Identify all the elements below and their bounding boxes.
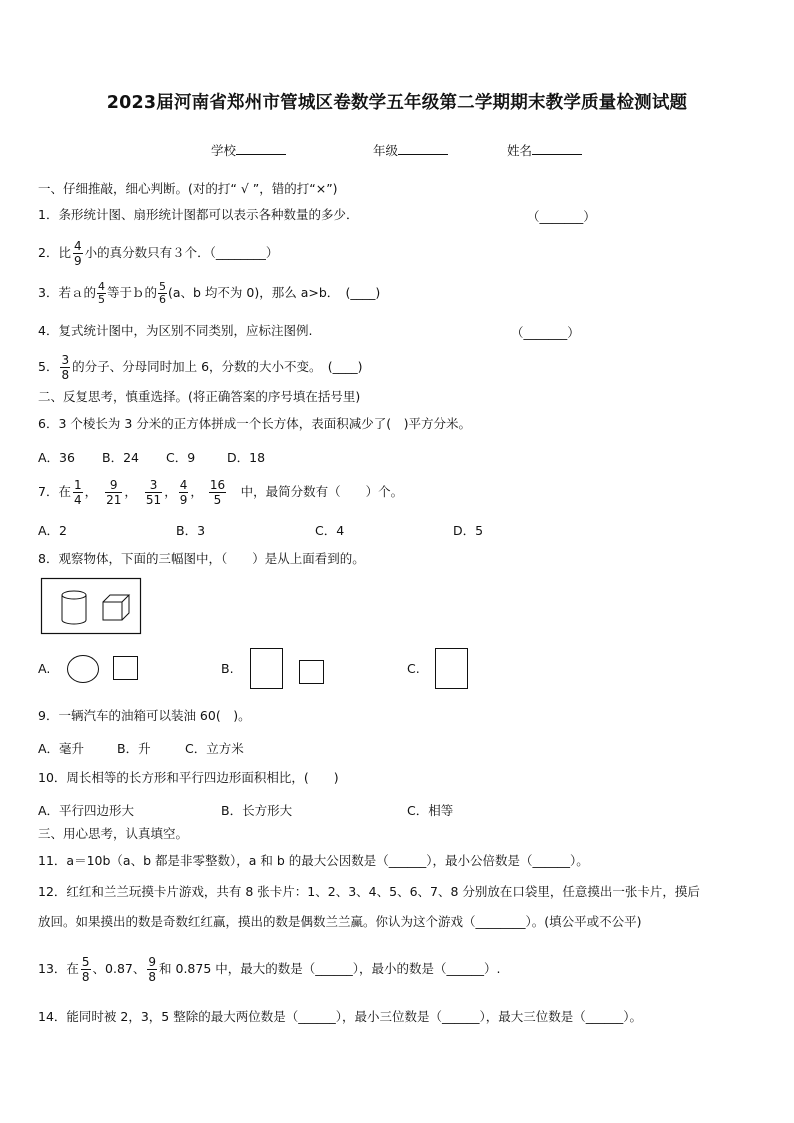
q8-option-c[interactable]: C. bbox=[407, 661, 420, 676]
question-3: 3．若ａ的 $\frac{4}{5}$ 等于ｂ的 $\frac{5}{6}$ (a、b 均不为 0)，那么 a>b． (____) bbox=[38, 280, 381, 306]
fraction: $\frac{5}{6}$ bbox=[158, 280, 166, 306]
q8-c-rectangle-shape bbox=[435, 648, 469, 690]
fraction: $\frac{4}{5}$ bbox=[97, 280, 105, 306]
question-9: 9．一辆汽车的油箱可以装油 60( )。 bbox=[38, 708, 251, 723]
question-4: 4．复式统计图中，为区别不同类别，应标注图例. bbox=[38, 323, 313, 338]
question-14: 14．能同时被 2，3，5 整除的最大两位数是（______），最小三位数是（______），最大三位数是（______）。 bbox=[38, 1009, 642, 1024]
q6-option-b[interactable]: B．24 bbox=[102, 450, 139, 465]
q7-option-d[interactable]: D．5 bbox=[453, 523, 484, 538]
q8-b-rectangle-shape bbox=[250, 648, 284, 690]
q9-option-b[interactable]: B．升 bbox=[117, 741, 151, 756]
name-blank[interactable] bbox=[532, 142, 582, 155]
question-8: 8．观察物体，下面的三幅图中，（ ）是从上面看到的。 bbox=[38, 551, 365, 566]
cube-shape bbox=[103, 595, 129, 620]
q9-option-a[interactable]: A．毫升 bbox=[38, 741, 85, 756]
q2-prefix: 2．比 bbox=[38, 245, 71, 260]
fraction: $\frac{16}{5}$ bbox=[209, 478, 226, 507]
fraction: $\frac{9}{8}$ bbox=[148, 955, 157, 984]
fraction: $\frac{9}{21}$ bbox=[106, 478, 122, 507]
q7-option-a[interactable]: A．2 bbox=[38, 523, 68, 538]
page-title: 2023届河南省郑州市管城区卷数学五年级第二学期期末教学质量检测试题 bbox=[106, 93, 688, 113]
fraction: $\frac{3}{8}$ bbox=[61, 353, 70, 382]
question-12-line-2: 放回。如果摸出的数是奇数红红赢，摸出的数是偶数兰兰赢。你认为这个游戏（________）。(填公平或不公平) bbox=[38, 914, 642, 929]
q6-option-d[interactable]: D．18 bbox=[227, 450, 266, 465]
q8-a-circle-shape bbox=[66, 654, 100, 684]
q7-option-c[interactable]: C．4 bbox=[315, 523, 345, 538]
question-10: 10．周长相等的长方形和平行四边形面积相比，( ) bbox=[38, 770, 339, 785]
question-13: 13．在 $\frac{5}{8}$ 、0.87、 $\frac{9}{8}$ 和 0.875 中，最大的数是（______），最小的数是（______）. bbox=[38, 955, 501, 984]
q8-option-a[interactable]: A. bbox=[38, 661, 51, 676]
school-label: 学校 bbox=[211, 143, 237, 158]
fraction: $\frac{3}{51}$ bbox=[145, 478, 162, 507]
q8-a-square-shape bbox=[113, 656, 139, 682]
fraction: $\frac{4}{9}$ bbox=[179, 478, 188, 507]
name-field[interactable] bbox=[507, 141, 582, 159]
q6-option-c[interactable]: C．9 bbox=[166, 450, 196, 465]
grade-label: 年级 bbox=[373, 143, 399, 158]
q10-option-c[interactable]: C．相等 bbox=[407, 803, 454, 818]
school-field[interactable] bbox=[211, 141, 286, 159]
section-2-heading: 二、反复思考，慎重选择。(将正确答案的序号填在括号里) bbox=[38, 389, 361, 404]
question-1-answer-blank[interactable]: （_______） bbox=[527, 209, 596, 224]
section-3-heading: 三、用心思考，认真填空。 bbox=[38, 826, 189, 841]
fraction: $\frac{1}{4}$ bbox=[73, 478, 82, 507]
q8-option-b[interactable]: B. bbox=[221, 661, 234, 676]
question-2 bbox=[38, 236, 278, 270]
grade-field[interactable] bbox=[373, 141, 448, 159]
question-12-line-1: 12．红红和兰兰玩摸卡片游戏，共有 8 张卡片：1、2、3、4、5、6、7、8 分别放在口袋里，任意摸出一张卡片，摸后 bbox=[38, 884, 700, 899]
school-blank[interactable] bbox=[236, 142, 286, 155]
q10-option-a[interactable]: A．平行四边形大 bbox=[38, 803, 135, 818]
question-6: 6．3 个棱长为 3 分米的正方体拼成一个长方体，表面积减少了( )平方分米。 bbox=[38, 416, 472, 431]
question-4-answer-blank[interactable]: （_______） bbox=[511, 325, 580, 340]
question-7: 7．在 $\frac{1}{4}$ ， $\frac{9}{21}$ ， $\frac{3}{51}$ ， $\frac{4}{9}$ ， $\frac{16}{5}$ 中，最简分数有（ ）个。 bbox=[38, 478, 404, 507]
fraction: $\frac{5}{8}$ bbox=[81, 955, 90, 984]
grade-blank[interactable] bbox=[398, 142, 448, 155]
question-1: 1．条形统计图、扇形统计图都可以表示各种数量的多少． bbox=[38, 207, 359, 222]
q8-b-square-shape bbox=[299, 660, 325, 685]
name-label: 姓名 bbox=[507, 143, 533, 158]
question-5: 5． $\frac{3}{8}$ 的分子、分母同时加上 6，分数的大小不变。 (____) bbox=[38, 353, 363, 382]
q7-option-b[interactable]: B．3 bbox=[176, 523, 206, 538]
q10-option-b[interactable]: B．长方形大 bbox=[221, 803, 293, 818]
q6-option-a[interactable]: A．36 bbox=[38, 450, 75, 465]
q9-option-c[interactable]: C．立方米 bbox=[185, 741, 244, 756]
cylinder-shape bbox=[62, 591, 86, 624]
fraction: $\frac{4}{9}$ bbox=[73, 239, 82, 268]
question-11: 11．a＝10b（a、b 都是非零整数），a 和 b 的最大公因数是（______），最小公倍数是（______）。 bbox=[38, 853, 589, 868]
q8-objects-figure bbox=[41, 578, 141, 634]
section-1-heading: 一、仔细推敲，细心判断。(对的打“ √ ”，错的打“×”) bbox=[38, 181, 338, 196]
q2-suffix: 小的真分数只有３个．（________） bbox=[84, 245, 279, 260]
